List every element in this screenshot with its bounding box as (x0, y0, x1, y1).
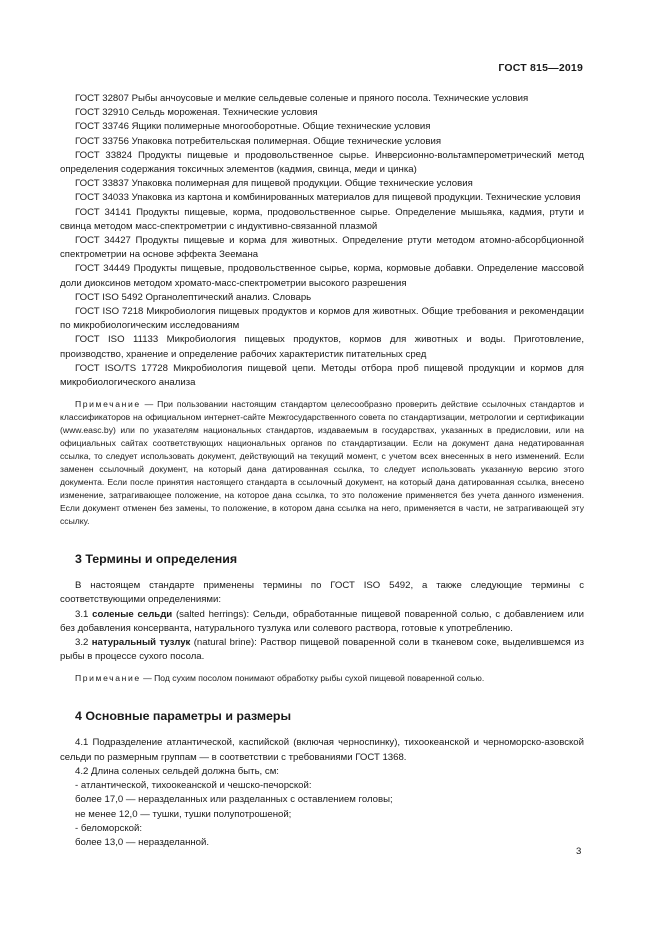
term-3-1 (60, 608, 584, 636)
list-item: - атлантической, тихоокеанской и чешско-печорской: (75, 780, 312, 792)
reference-gost-34141: ГОСТ 34141 Продукты пищевые, корма, продовольственное сырье. Определение мышьяка, кадмия, ртути и свинца методом масс-спектрометрии с индуктивно-связанной плазмой (60, 206, 584, 232)
term-definition: (salted herrings): Сельди, обработанные пищевой поваренной солью, с добавлением или без добавления консерванта, натурального тузлука или солевого раствора, готовые к употреблению. (60, 608, 584, 634)
term-definition: (natural brine): Раствор пищевой поваренной соли в тканевом соке, выделившемся из рыбы в процессе сухого посола. (60, 637, 584, 663)
list-item: - беломорской: (75, 822, 143, 834)
term-number: 3.1 (75, 608, 93, 620)
reference-gost-iso-11133: ГОСТ ISO 11133 Микробиология пищевых продуктов, кормов для животных и воды. Приготовление, производство, хранение и определение рабочих характеристик питательных сред (60, 334, 584, 360)
references-note (60, 398, 584, 528)
list-item: не менее 12,0 — тушки, тушки полупотрошеной; (75, 808, 292, 820)
note-label: Примечание (75, 673, 141, 684)
term-name: натуральный тузлук (91, 637, 191, 649)
note-text: — Под сухим посолом понимают обработку рыбы сухой пищевой поваренной солью. (140, 673, 485, 684)
document-body (60, 92, 584, 850)
reference-gost-34449: ГОСТ 34449 Продукты пищевые, продовольственное сырье, корма, кормовые добавки. Определение массовой доли диоксинов методом хромато-масс-спектрометрии высокого разрешения (60, 263, 584, 289)
reference-gost-33756: ГОСТ 33756 Упаковка потребительская полимерная. Общие технические условия (75, 135, 442, 147)
reference-gost-34033: ГОСТ 34033 Упаковка из картона и комбинированных материалов для пищевой продукции. Технические условия (75, 192, 581, 204)
document-header-id: ГОСТ 815—2019 (498, 62, 583, 74)
section-3-note (60, 672, 584, 685)
term-number: 3.2 (75, 637, 92, 649)
reference-gost-iso-5492: ГОСТ ISO 5492 Органолептический анализ. Словарь (75, 291, 312, 303)
reference-gost-32910: ГОСТ 32910 Сельдь мороженая. Технические условия (75, 107, 318, 119)
reference-gost-33824: ГОСТ 33824 Продукты пищевые и продовольственное сырье. Инверсионно-вольтамперометрический метод определения содержания токсичных элементов (кадмия, свинца, меди и цинка) (60, 149, 584, 176)
reference-gost-33837: ГОСТ 33837 Упаковка полимерная для пищевой продукции. Общие технические условия (75, 178, 473, 190)
section-3-intro: В настоящем стандарте применены термины по ГОСТ ISO 5492, а также следующие термины с соответствующими определениями: (60, 580, 584, 606)
note-label: Примечание (75, 399, 141, 410)
section-3-heading: 3 Термины и определения (75, 552, 238, 567)
reference-gost-32807: ГОСТ 32807 Рыбы анчоусовые и мелкие сельдевые соленые и пряного посола. Технические условия (75, 93, 529, 104)
reference-gost-iso-ts-17728: ГОСТ ISO/TS 17728 Микробиология пищевой цепи. Методы отбора проб пищевой продукции и кормов для микробиологического анализа (60, 362, 584, 389)
reference-gost-iso-7218: ГОСТ ISO 7218 Микробиология пищевых продуктов и кормов для животных. Общие требования и рекомендации по микробиологическим исследованиям (60, 306, 584, 332)
clause-4-2: 4.2 Длина соленых сельдей должна быть, см: (75, 765, 279, 777)
note-text: — При пользовании настоящим стандартом целесообразно проверить действие ссылочных стандартов и классификаторов на официальном интернет-сайте Межгосударственного совета по стандартизации, метрологии и сертификации (www.easc.by) или по указателям национальных стандартов, издаваемым в государствах, указанных в предисловии, или на официальных сайтах соответствующих национальных органов по стандартизации. Если на документ дана недатированная ссылка, то следует использовать документ, действующий на текущий момент, с учетом всех внесенных в него изменений. Если заменен ссылочный документ, на который дана датированная ссылка, то следует использовать указанную версию этого документа. Если после принятия настоящего стандарта в ссылочный документ, на который дана датированная ссылка, внесено изменение, затрагивающее положение, на которое дана ссылка, то это положение применяется без учета данного изменения. Если документ отменен без замены, то положение, в котором дана ссылка на него, применяется в части, не затрагивающей эту ссылку. (60, 399, 584, 527)
list-item: более 13,0 — неразделанной. (75, 836, 210, 848)
section-4-heading: 4 Основные параметры и размеры (75, 709, 292, 724)
page-number: 3 (576, 846, 582, 857)
list-item: более 17,0 — неразделанных или разделанных с оставлением головы; (75, 794, 393, 806)
clause-4-1: 4.1 Подразделение атлантической, каспийской (включая черноспинку), тихоокеанской и черноморско-азовской сельди по размерным группам — в соответствии с требованиями ГОСТ 1368. (60, 737, 584, 763)
reference-gost-34427: ГОСТ 34427 Продукты пищевые и корма для животных. Определение ртути методом атомно-абсорбционной спектрометрии на основе эффекта Зеемана (60, 235, 584, 261)
reference-gost-33746: ГОСТ 33746 Ящики полимерные многооборотные. Общие технические условия (75, 121, 431, 133)
term-3-2 (60, 636, 584, 664)
term-name: соленые сельди (92, 608, 173, 620)
